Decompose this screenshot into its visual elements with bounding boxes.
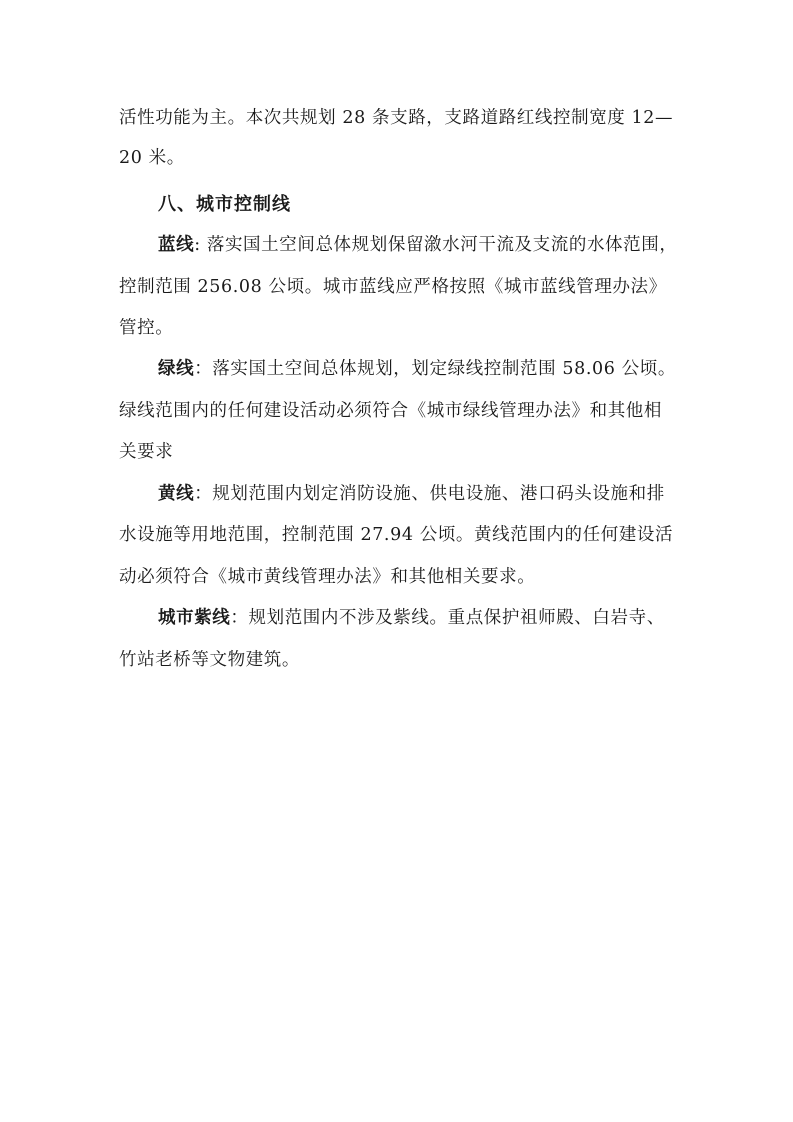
- green-line-label: 绿线: [158, 359, 195, 379]
- yellow-line-paragraph-line: [158, 483, 665, 505]
- yellow-line-label: 黄线: [158, 484, 195, 504]
- purple-line-paragraph-line: [158, 607, 665, 629]
- blue-line-paragraph-line: [158, 234, 677, 256]
- blue-line-label: 蓝线: [158, 235, 195, 255]
- green-line-paragraph-line: [158, 358, 676, 380]
- paragraph-line: 动必须符合《城市黄线管理办法》和其他相关要求。: [119, 567, 536, 587]
- paragraph-line: 关要求: [119, 442, 174, 462]
- paragraph-line: 20 米。: [119, 148, 185, 168]
- paragraph-line: 水设施等用地范围，控制范围 27.94 公顷。黄线范围内的任何建设活: [119, 525, 674, 545]
- purple-line-label: 城市紫线: [158, 608, 231, 628]
- paragraph-line: 控制范围 256.08 公顷。城市蓝线应严格按照《城市蓝线管理办法》: [119, 277, 667, 297]
- purple-line-text: ：规划范围内不涉及紫线。重点保护祖师殿、白岩寺、: [230, 608, 665, 628]
- paragraph-line: 管控。: [119, 318, 174, 338]
- section-heading: 八、城市控制线: [158, 194, 291, 215]
- paragraph-line: 竹站老桥等文物建筑。: [119, 650, 300, 670]
- blue-line-text: : 落实国土空间总体规划保留漵水河干流及支流的水体范围，: [194, 235, 678, 255]
- paragraph-line: 活性功能为主。本次共规划 28 条支路，支路道路红线控制宽度 12—: [119, 108, 674, 128]
- green-line-text: ：落实国土空间总体规划，划定绿线控制范围 58.06 公顷。: [194, 359, 676, 379]
- paragraph-line: 绿线范围内的任何建设活动必须符合《城市绿线管理办法》和其他相: [119, 401, 662, 421]
- yellow-line-text: ：规划范围内划定消防设施、供电设施、港口码头设施和排: [194, 484, 665, 504]
